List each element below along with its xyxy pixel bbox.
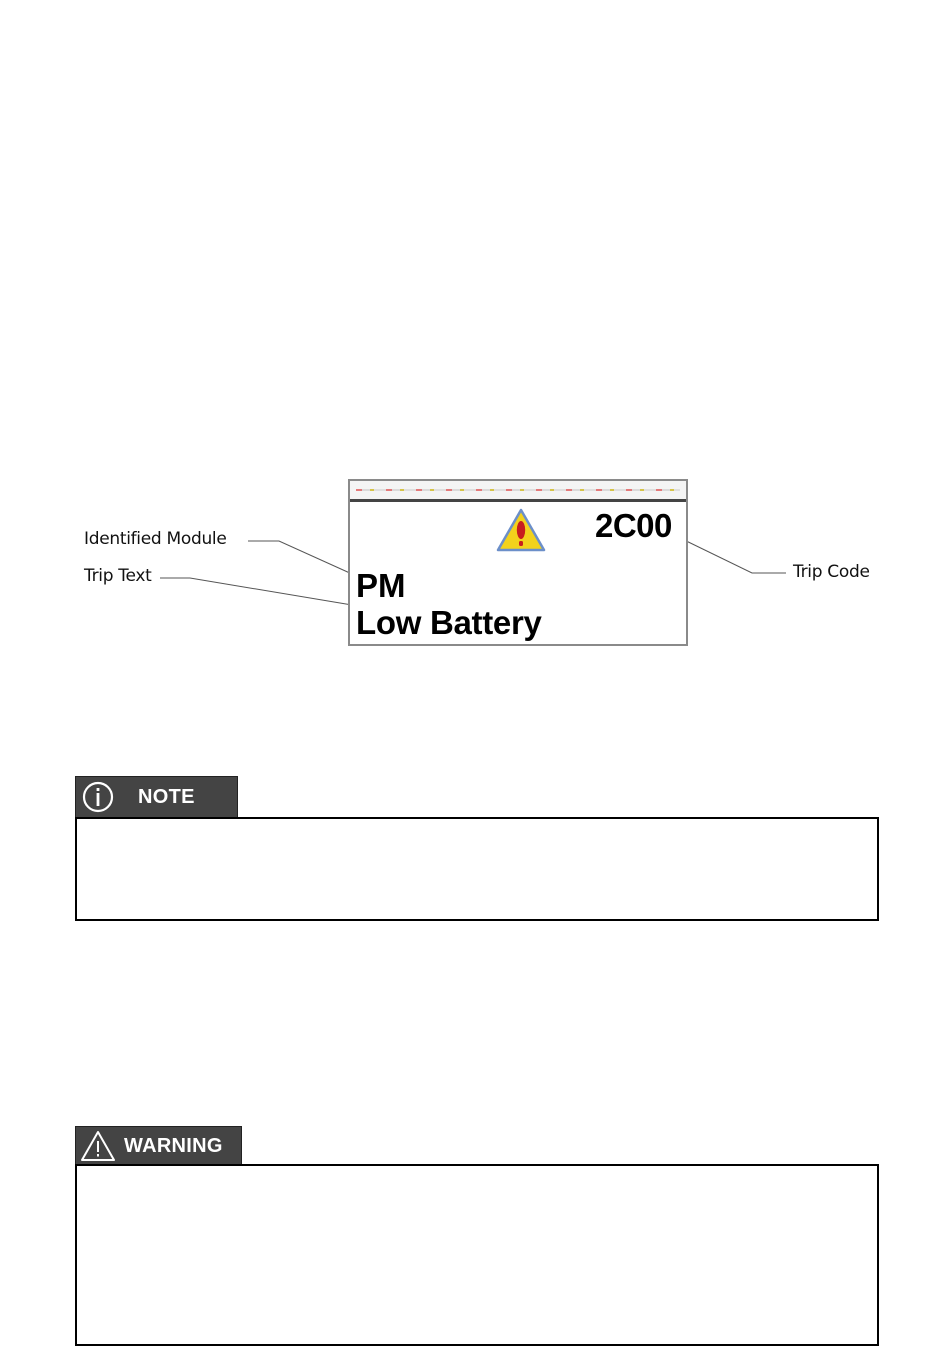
warning-triangle-icon xyxy=(80,1130,116,1162)
callout-line-trip-text xyxy=(160,578,352,605)
warning-triangle-icon xyxy=(496,508,546,552)
callout-line-identified-module xyxy=(248,541,352,574)
note-box xyxy=(75,817,879,921)
display-trip-text: Low Battery xyxy=(356,604,542,641)
label-identified-module: Identified Module xyxy=(84,529,227,549)
display-status-bar xyxy=(350,481,686,502)
callout-line-trip-code xyxy=(676,536,786,573)
display-trip-code: 2C00 xyxy=(595,507,672,544)
note-label: NOTE xyxy=(138,785,195,808)
warning-box xyxy=(75,1164,879,1346)
warning-label: WARNING xyxy=(124,1134,223,1157)
label-trip-text: Trip Text xyxy=(84,566,152,586)
status-bar-indicators xyxy=(356,489,680,491)
keypad-display-panel xyxy=(348,479,688,646)
note-header xyxy=(75,776,238,818)
label-trip-code: Trip Code xyxy=(793,562,870,582)
info-circle-icon xyxy=(82,781,114,813)
display-module: PM xyxy=(356,567,406,604)
warning-header xyxy=(75,1126,242,1166)
